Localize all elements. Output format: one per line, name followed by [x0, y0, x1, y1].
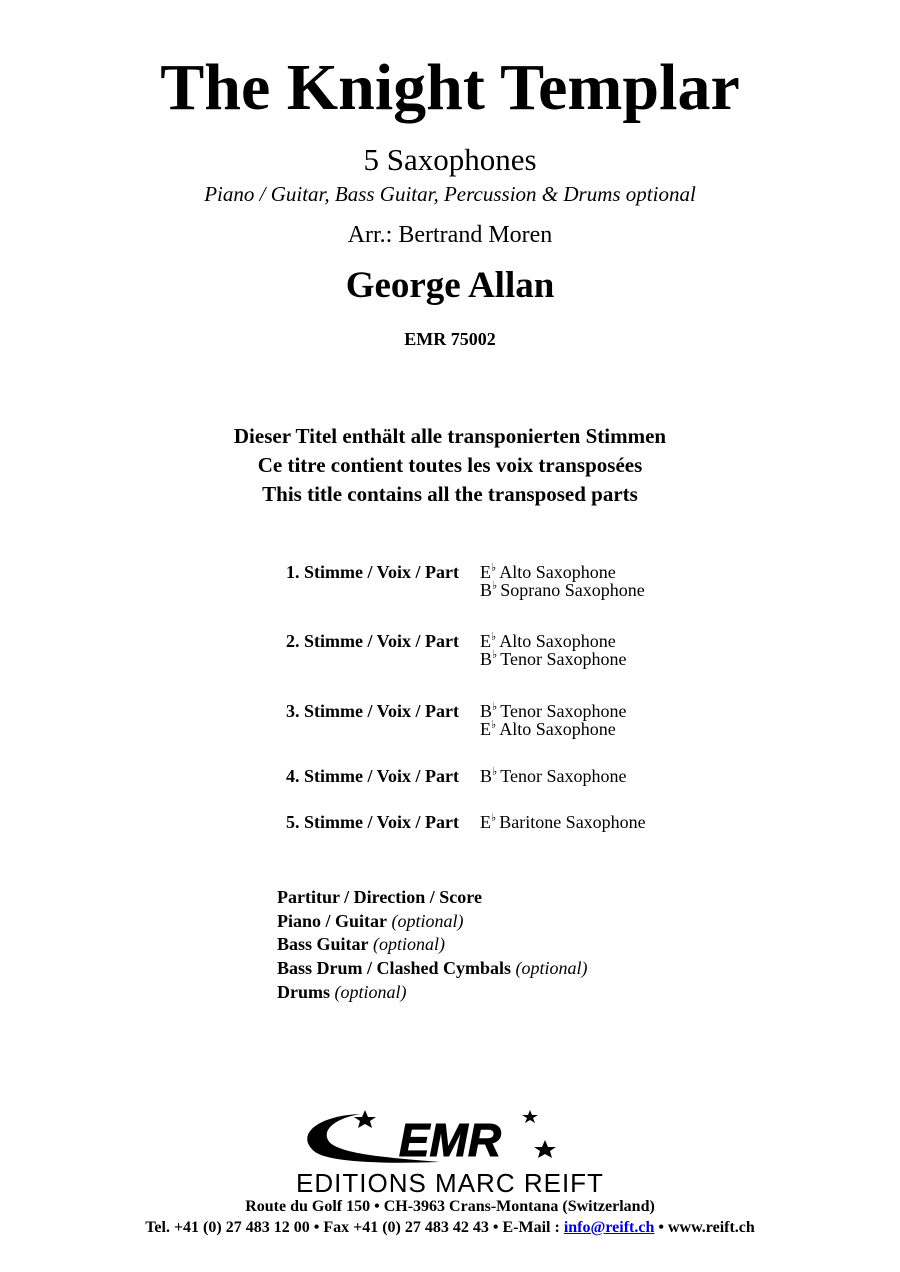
logo-emr-text: EMR: [398, 1114, 502, 1166]
part-instrument: E♭ Alto Saxophone: [480, 631, 616, 651]
part-instrument: E♭ Alto Saxophone: [480, 562, 616, 582]
star-icon: [522, 1110, 538, 1123]
part-label: 1. Stimme / Voix / Part: [286, 562, 459, 582]
email-link[interactable]: info@reift.ch: [563, 1219, 655, 1236]
fax: Fax +41 (0) 27 483 42 43: [323, 1219, 489, 1236]
star-icon: [354, 1110, 376, 1128]
website[interactable]: www.reift.ch: [668, 1219, 755, 1236]
part-instrument: B♭ Soprano Saxophone: [480, 580, 645, 600]
part-label: 3. Stimme / Voix / Part: [286, 701, 459, 721]
list-item: Drums (optional): [277, 981, 407, 1002]
notice-english: This title contains all the transposed parts: [262, 482, 638, 506]
email-label: E-Mail :: [502, 1219, 560, 1236]
star-icon: [534, 1140, 556, 1158]
telephone: Tel. +41 (0) 27 483 12 00: [145, 1219, 310, 1236]
arranger: Arr.: Bertrand Moren: [347, 222, 553, 248]
composer: George Allan: [345, 265, 555, 306]
list-item: Bass Drum / Clashed Cymbals (optional): [277, 958, 588, 979]
publisher-logo: [240, 1106, 660, 1198]
part-instrument: E♭ Baritone Saxophone: [480, 812, 646, 832]
notice-french: Ce titre contient toutes les voix transposées: [257, 453, 643, 477]
page-title: The Knight Templar: [160, 51, 740, 124]
list-item: Bass Guitar (optional): [277, 934, 446, 955]
part-instrument: B♭ Tenor Saxophone: [480, 701, 627, 721]
part-label: 5. Stimme / Voix / Part: [286, 812, 459, 832]
additional-parts-list: [277, 886, 588, 1005]
part-label: 2. Stimme / Voix / Part: [286, 631, 459, 651]
logo-publisher-name: EDITIONS MARC REIFT: [296, 1168, 604, 1198]
part-instrument: B♭ Tenor Saxophone: [480, 649, 627, 669]
part-instrument: B♭ Tenor Saxophone: [480, 766, 627, 786]
optional-instruments: Piano / Guitar, Bass Guitar, Percussion & Drums optional: [204, 182, 696, 206]
list-item: Piano / Guitar (optional): [277, 910, 464, 931]
part-instrument: E♭ Alto Saxophone: [480, 719, 616, 739]
publisher-address: Route du Golf 150 • CH-3963 Crans-Montana (Switzerland): [245, 1198, 655, 1215]
publisher-contact: Tel. +41 (0) 27 483 12 00 • Fax +41 (0) 27 483 42 43 • E-Mail : info@reift.ch • www.reift.ch: [145, 1219, 755, 1236]
part-label: 4. Stimme / Voix / Part: [286, 766, 459, 786]
subtitle: 5 Saxophones: [363, 142, 537, 177]
notice-german: Dieser Titel enthält alle transponierten Stimmen: [233, 424, 667, 448]
list-item: Partitur / Direction / Score: [277, 887, 482, 907]
catalog-number: EMR 75002: [404, 329, 496, 349]
